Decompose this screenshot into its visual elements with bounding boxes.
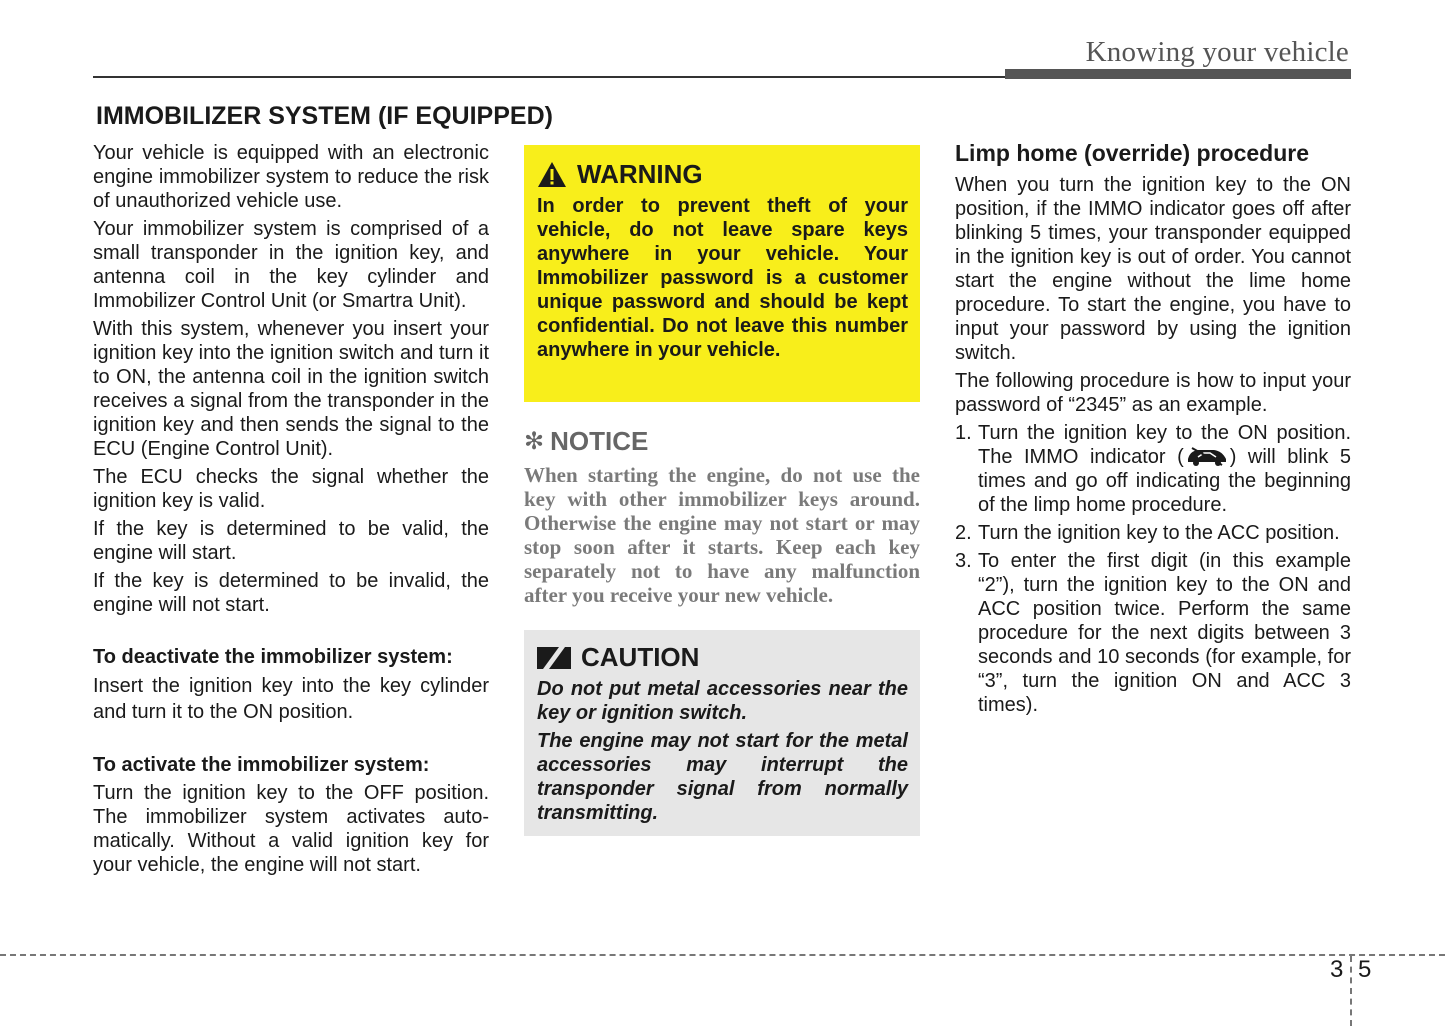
procedure-step [955, 421, 1351, 517]
procedure-step [955, 549, 1351, 717]
page-number: 5 [1358, 956, 1372, 983]
header-title: Knowing your vehicle [1085, 36, 1349, 68]
warning-heading [537, 159, 908, 190]
header-bar [1005, 69, 1351, 79]
header-rule [93, 76, 1005, 78]
limp-home-paragraph: When you turn the ignition key to the ON position, if the IMMO indicator goes off after blinking 5 times, your transponder equipped in the ignition key is out of order. You cannot start the engine without the lime home procedure. To start the engine, you have to input your password by using the ignition switch. [955, 174, 1351, 364]
caution-box [524, 630, 920, 836]
immo-indicator-icon [1184, 445, 1230, 467]
activate-text: Turn the ignition key to the OFF position. The immobilizer system activates automatically. Without a valid ignition key for your vehicle, the engine will not start. [93, 782, 489, 876]
step-text: Turn the ignition key to the ACC position. [978, 522, 1340, 544]
intro-paragraph: If the key is determined to be invalid, the engine will not start. [93, 570, 489, 616]
warning-text: In order to prevent theft of your vehicle, do not leave spare keys anywhere in your vehicle. Your Immobilizer password is a customer unique password and should be kept confidential. Do not leave this number anywhere in your vehicle. [537, 195, 908, 361]
warning-triangle-icon [537, 161, 567, 188]
limp-home-heading: Limp home (override) procedure [955, 140, 1310, 166]
section-title: IMMOBILIZER SYSTEM (IF EQUIPPED) [96, 102, 553, 130]
step-text: ) will blink 5 times and go off indicating the beginning of the limp home procedure. [978, 446, 1351, 516]
step-text: To enter the first digit (in this example “2”), turn the ignition key to the ON and ACC position twice. Perform the same procedure for the next digits between 3 seconds and 10 seconds (for example, for “3”, turn the ignition ON and ACC 3 times). [978, 550, 1351, 716]
notice-text: When starting the engine, do not use the key with other immobilizer keys around. Otherwise the engine may not start or may stop soon after it starts. Keep each key separately not to have any malfunction after you receive your new vehicle. [524, 463, 920, 607]
step-text: Turn the ignition key to the ON position. The IMMO indicator ( [978, 422, 1351, 468]
intro-paragraph: The ECU checks the signal whether the ignition key is valid. [93, 466, 489, 512]
step-number: 1. [955, 422, 972, 444]
deactivate-text: Insert the ignition key into the key cylinder and turn it to the ON position. [93, 675, 489, 723]
notice-star-icon: ✻ [524, 428, 545, 455]
procedure-steps [955, 421, 1351, 717]
step-number: 2. [955, 522, 972, 544]
caution-text: Do not put metal accessories near the key or ignition switch. [537, 678, 908, 724]
caution-slash-icon [537, 647, 571, 669]
notice-block [524, 426, 920, 607]
deactivate-heading: To deactivate the immobilizer system: [93, 646, 453, 668]
notice-heading [524, 426, 920, 457]
caution-heading [537, 642, 908, 673]
intro-paragraph: If the key is determined to be valid, the engine will start. [93, 518, 489, 564]
procedure-step [955, 521, 1351, 545]
limp-home-paragraph: The following procedure is how to input your password of “2345” as an example. [955, 370, 1351, 416]
chapter-number: 3 [1330, 956, 1344, 983]
footer-divider [0, 954, 1445, 956]
intro-paragraph: Your vehicle is equipped with an electronic engine immobilizer system to reduce the risk of unauthorized vehicle use. [93, 142, 489, 212]
page-number-separator [1350, 956, 1352, 1026]
left-column [93, 141, 489, 881]
intro-paragraph: Your immobilizer system is comprised of a small transponder in the ignition key, and antenna coil in the key cylinder and Immobilizer Control Unit (or Smartra Unit). [93, 218, 489, 312]
notice-label: NOTICE [550, 426, 649, 456]
warning-label: WARNING [577, 159, 703, 189]
intro-paragraph: With this system, whenever you insert your ignition key into the ignition switch and turn it to ON, the antenna coil in the ignition switch receives a signal from the transponder in the ignition key and then sends the signal to the ECU (Engine Control Unit). [93, 318, 489, 460]
activate-heading: To activate the immobilizer system: [93, 754, 430, 776]
caution-text: The engine may not start for the metal accessories may interrupt the transponder signal from normally transmitting. [537, 730, 908, 824]
step-number: 3. [955, 550, 972, 572]
right-column [955, 141, 1351, 721]
caution-label: CAUTION [581, 642, 700, 672]
warning-box [524, 145, 920, 402]
